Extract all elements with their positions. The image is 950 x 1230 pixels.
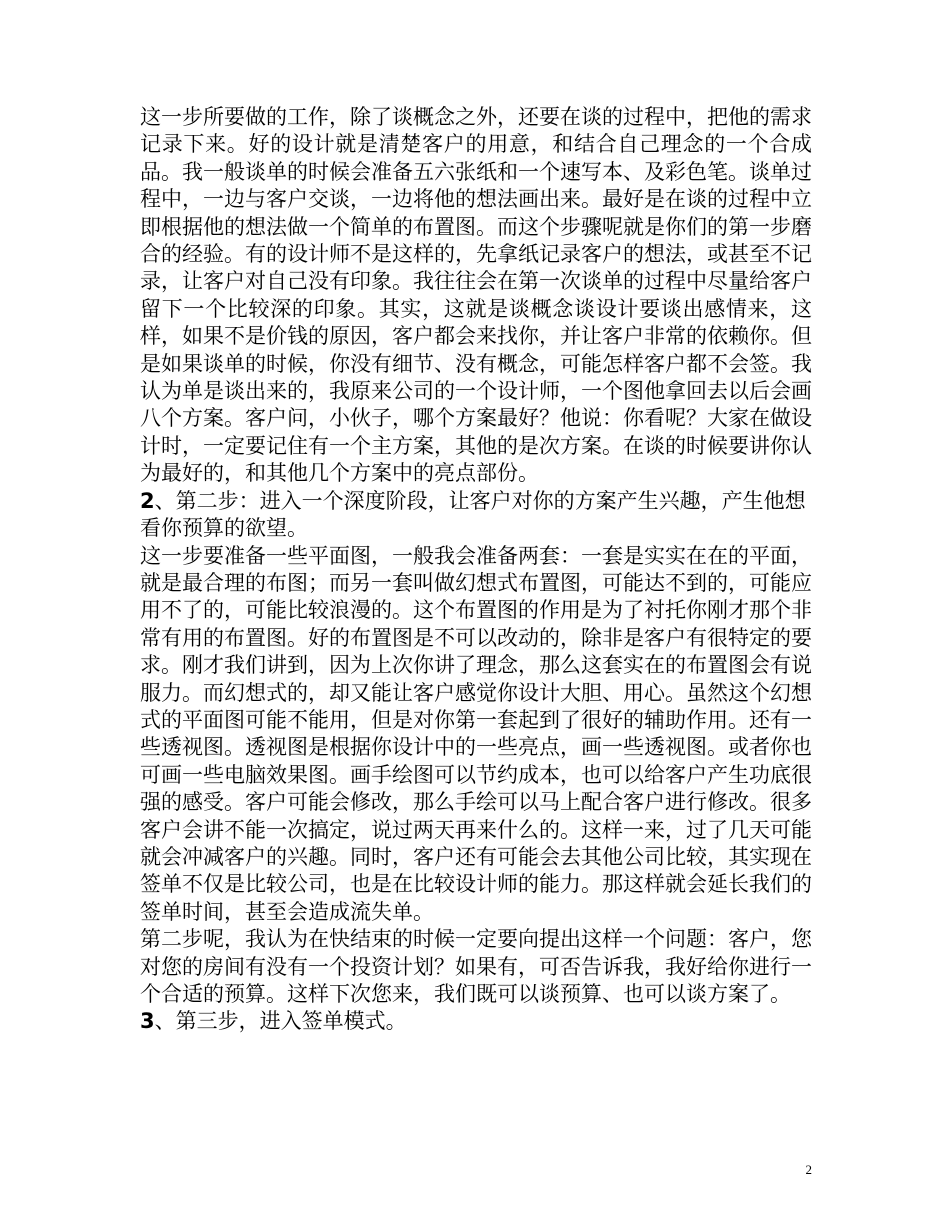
document-body	[140, 104, 812, 1036]
heading-step-three-number: 3	[140, 1009, 155, 1034]
paragraph-step-two-detail: 这一步要准备一些平面图，一般我会准备两套：一套是实实在在的平面，就是最合理的布图；而另一套叫做幻想式布置图，可能达不到的，可能应用不了的，可能比较浪漫的。这个布置图的作用是为了衬托你刚才那个非常有用的布置图。好的布置图是不可以改动的，除非是客户有很特定的要求。刚才我们讲到，因为上次你讲了理念，那么这套实在的布置图会有说服力。而幻想式的，却又能让客户感觉你设计大胆、用心。虽然这个幻想式的平面图可能不能用，但是对你第一套起到了很好的辅助作用。还有一些透视图。透视图是根据你设计中的一些亮点，画一些透视图。或者你也可画一些电脑效果图。画手绘图可以节约成本，也可以给客户产生功底很强的感受。客户可能会修改，那么手绘可以马上配合客户进行修改。很多客户会讲不能一次搞定，说过两天再来什么的。这样一来，过了几天可能就会冲减客户的兴趣。同时，客户还有可能会去其他公司比较，其实现在签单不仅是比较公司，也是在比较设计师的能力。那这样就会延长我们的签单时间，甚至会造成流失单。	[140, 543, 812, 924]
paragraph-step-one-detail: 这一步所要做的工作，除了谈概念之外，还要在谈的过程中，把他的需求记录下来。好的设计就是清楚客户的用意，和结合自己理念的一个合成品。我一般谈单的时候会准备五六张纸和一个速写本、及彩色笔。谈单过程中，一边与客户交谈，一边将他的想法画出来。最好是在谈的过程中立即根据他的想法做一个简单的布置图。而这个步骤呢就是你们的第一步磨合的经验。有的设计师不是这样的，先拿纸记录客户的想法，或甚至不记录，让客户对自己没有印象。我往往会在第一次谈单的过程中尽量给客户留下一个比较深的印象。其实，这就是谈概念谈设计要谈出感情来，这样，如果不是价钱的原因，客户都会来找你，并让客户非常的依赖你。但是如果谈单的时候，你没有细节、没有概念，可能怎样客户都不会签。我认为单是谈出来的，我原来公司的一个设计师，一个图他拿回去以后会画八个方案。客户问，小伙子，哪个方案最好？他说：你看呢？大家在做设计时，一定要记住有一个主方案，其他的是次方案。在谈的时候要讲你认为最好的，和其他几个方案中的亮点部份。	[140, 105, 812, 486]
heading-step-three	[140, 1008, 812, 1035]
heading-step-three-text: 、第三步，进入签单模式。	[154, 1009, 407, 1034]
heading-step-two-number: 2	[140, 488, 155, 513]
heading-step-two	[140, 488, 812, 543]
page-number: 2	[805, 1162, 812, 1177]
paragraph-step-two-closing: 第二步呢，我认为在快结束的时候一定要向提出这样一个问题：客户，您对您的房间有没有一个投资计划？如果有，可否告诉我，我好给你进行一个合适的预算。这样下次您来，我们既可以谈预算、也可以谈方案了。	[140, 927, 812, 1006]
heading-step-two-text: 、第二步：进入一个深度阶段，让客户对你的方案产生兴趣，产生他想看你预算的欲望。	[140, 488, 806, 541]
